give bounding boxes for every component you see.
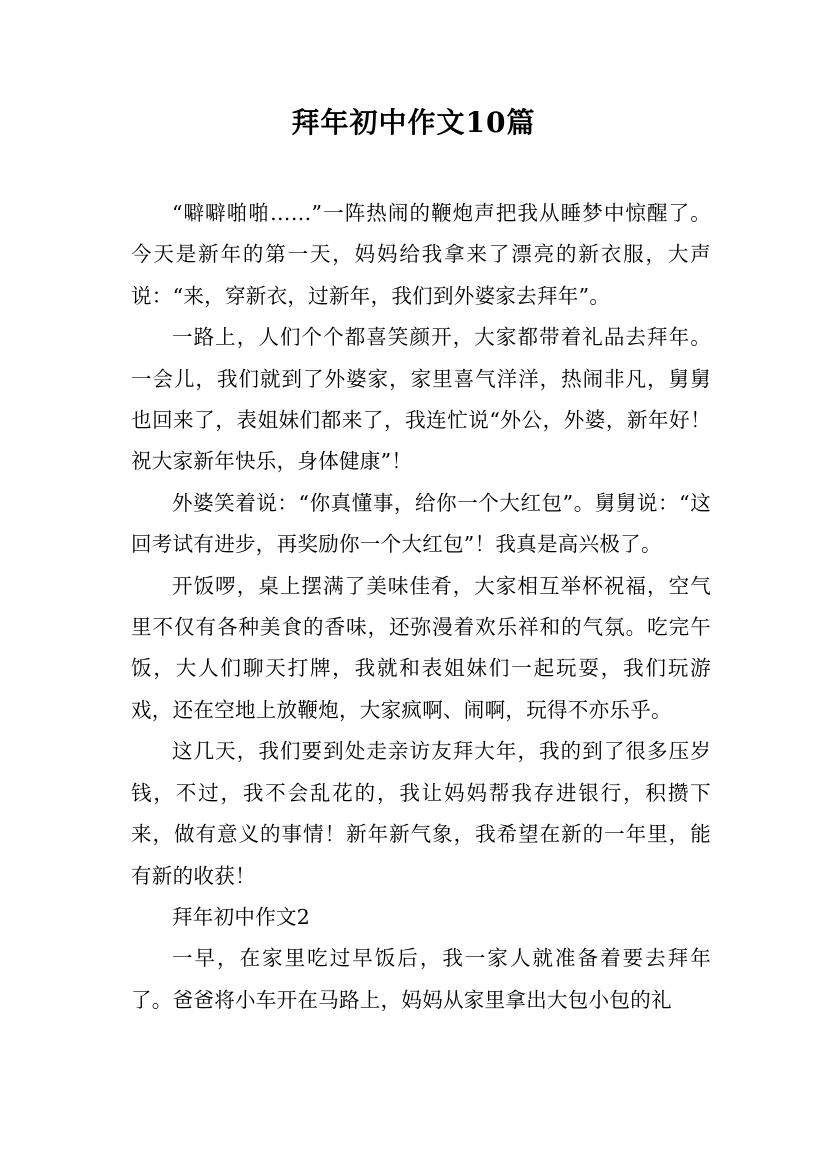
paragraph-visit-grandma: 一路上，人们个个都喜笑颜开，大家都带着礼品去拜年。一会儿，我们就到了外婆家，家里喜气洋洋，热闹非凡，舅舅也回来了，表姐妹们都来了，我连忙说“外公，外婆，新年好！祝大家新年快乐，身体健康”！ xyxy=(131,325,711,474)
paragraph-firecrackers: “噼噼啪啪……”一阵热闹的鞭炮声把我从睡梦中惊醒了。今天是新年的第一天，妈妈给我拿来了漂亮的新衣服，大声说：“来，穿新衣，过新年，我们到外婆家去拜年”。 xyxy=(131,201,711,308)
paragraph-red-envelope: 外婆笑着说：“你真懂事，给你一个大红包”。舅舅说：“这回考试有进步，再奖励你一个大红包”！我真是高兴极了。 xyxy=(131,490,711,557)
paragraph-lunch: 开饭啰，桌上摆满了美味佳肴，大家相互举杯祝福，空气里不仅有各种美食的香味，还弥漫着欢乐祥和的气氛。吃完午饭，大人们聊天打牌，我就和表姐妹们一起玩耍，我们玩游戏，还在空地上放鞭炮，大家疯啊、闹啊，玩得不亦乐乎。 xyxy=(131,573,711,722)
paragraph-morning: 一早，在家里吃过早饭后，我一家人就准备着要去拜年了。爸爸将小车开在马路上，妈妈从家里拿出大包小包的礼 xyxy=(131,946,711,1012)
document-body xyxy=(131,193,711,1021)
section-heading-essay-2: 拜年初中作文2 xyxy=(172,904,311,929)
document-title: 拜年初中作文10篇 xyxy=(291,106,536,139)
paragraph-lucky-money: 这几天，我们要到处走亲访友拜大年，我的到了很多压岁钱，不过，我不会乱花的，我让妈妈帮我存进银行，积攒下来，做有意义的事情！新年新气象，我希望在新的一年里，能有新的收获！ xyxy=(131,739,711,888)
